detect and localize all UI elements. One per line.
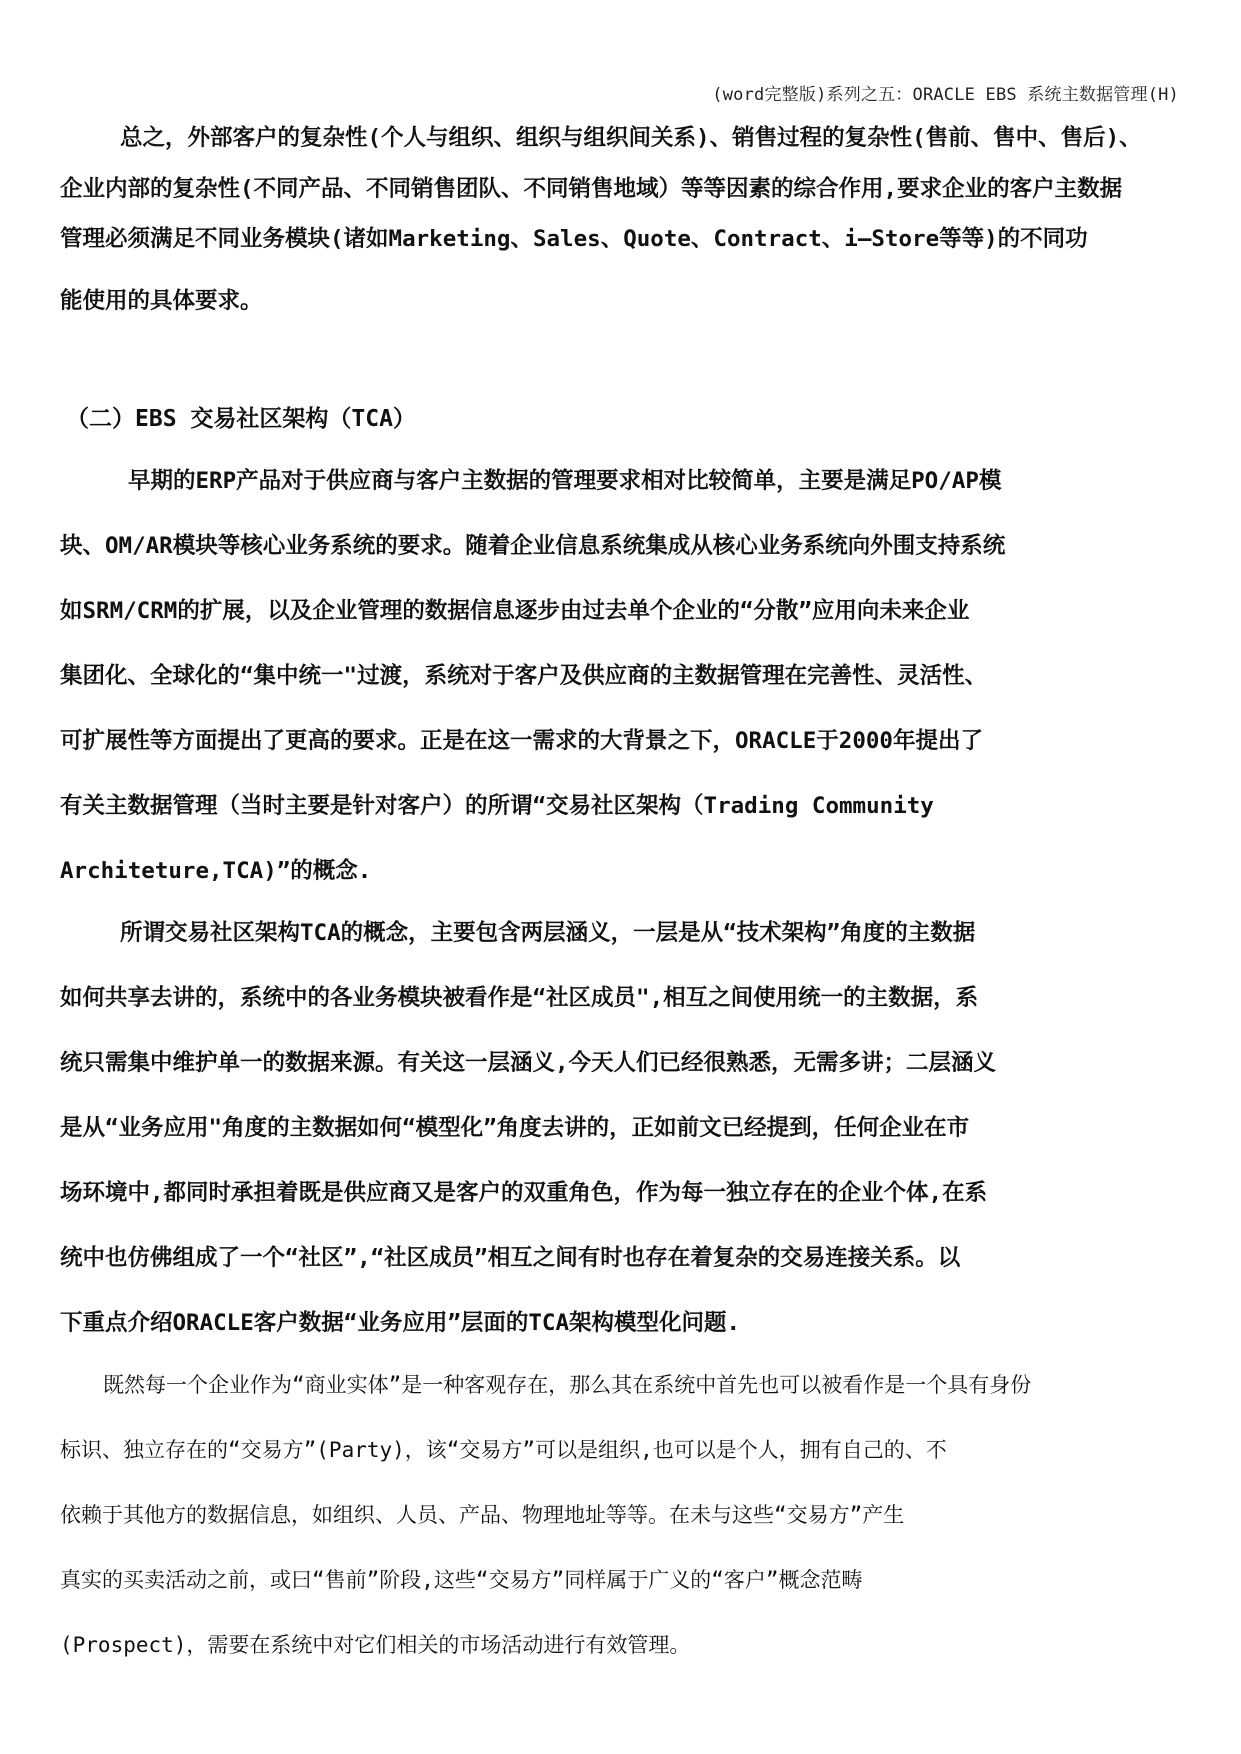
paragraph-line: 是从“业务应用"角度的主数据如何“模型化”角度去讲的，正如前文已经提到，任何企业在市	[60, 1115, 970, 1141]
paragraph-line: 既然每一个企业作为“商业实体”是一种客观存在，那么其在系统中首先也可以被看作是一个具有身份	[103, 1373, 1032, 1397]
paragraph-line: 总之，外部客户的复杂性(个人与组织、组织与组织间关系)、销售过程的复杂性(售前、售中、售后)、	[120, 125, 1142, 151]
paragraph-line: 统只需集中维护单一的数据来源。有关这一层涵义,今天人们已经很熟悉，无需多讲；二层涵义	[60, 1050, 997, 1076]
paragraph-line: 如SRM/CRM的扩展，以及企业管理的数据信息逐步由过去单个企业的“分散”应用向未来企业	[60, 598, 970, 624]
paragraph-line: 真实的买卖活动之前，或曰“售前”阶段,这些“交易方”同样属于广义的“客户”概念范畴	[60, 1568, 863, 1592]
paragraph-line: 可扩展性等方面提出了更高的要求。正是在这一需求的大背景之下，ORACLE于2000年提出了	[60, 728, 983, 754]
page-header: (word完整版)系列之五：ORACLE EBS 系统主数据管理(H)	[712, 85, 1179, 105]
paragraph-line: 能使用的具体要求。	[60, 288, 263, 314]
paragraph-line: 标识、独立存在的“交易方”(Party)，该“交易方”可以是组织,也可以是个人，拥有自己的、不	[60, 1438, 947, 1462]
section-heading: （二）EBS 交易社区架构（TCA）	[66, 406, 416, 432]
paragraph-line: 企业内部的复杂性(不同产品、不同销售团队、不同销售地域）等等因素的综合作用,要求企业的客户主数据	[60, 176, 1123, 202]
paragraph-line: 如何共享去讲的，系统中的各业务模块被看作是“社区成员",相互之间使用统一的主数据，系	[60, 985, 979, 1011]
paragraph-line: 集团化、全球化的“集中统一"过渡，系统对于客户及供应商的主数据管理在完善性、灵活性、	[60, 663, 988, 689]
paragraph-line: (Prospect)，需要在系统中对它们相关的市场活动进行有效管理。	[60, 1633, 691, 1657]
paragraph-line: 所谓交易社区架构TCA的概念，主要包含两层涵义，一层是从“技术架构”角度的主数据	[120, 920, 976, 946]
paragraph-line: 管理必须满足不同业务模块(诸如Marketing、Sales、Quote、Contract、i—Store等等)的不同功	[60, 226, 1088, 252]
paragraph-line: 有关主数据管理（当时主要是针对客户）的所谓“交易社区架构（Trading Community	[60, 793, 934, 819]
paragraph-line: 统中也仿佛组成了一个“社区”,“社区成员”相互之间有时也存在着复杂的交易连接关系。以	[60, 1245, 961, 1271]
paragraph-line: 场环境中,都同时承担着既是供应商又是客户的双重角色，作为每一独立存在的企业个体,在系	[60, 1180, 988, 1206]
paragraph-line: 下重点介绍ORACLE客户数据“业务应用”层面的TCA架构模型化问题.	[60, 1310, 741, 1336]
paragraph-line: 依赖于其他方的数据信息，如组织、人员、产品、物理地址等等。在未与这些“交易方”产生	[60, 1503, 905, 1527]
paragraph-line: 块、OM/AR模块等核心业务系统的要求。随着企业信息系统集成从核心业务系统向外围支持系统	[60, 533, 1006, 559]
paragraph-line: Architeture,TCA)”的概念.	[60, 858, 372, 884]
paragraph-line: 早期的ERP产品对于供应商与客户主数据的管理要求相对比较简单，主要是满足PO/AP模	[128, 468, 1002, 494]
